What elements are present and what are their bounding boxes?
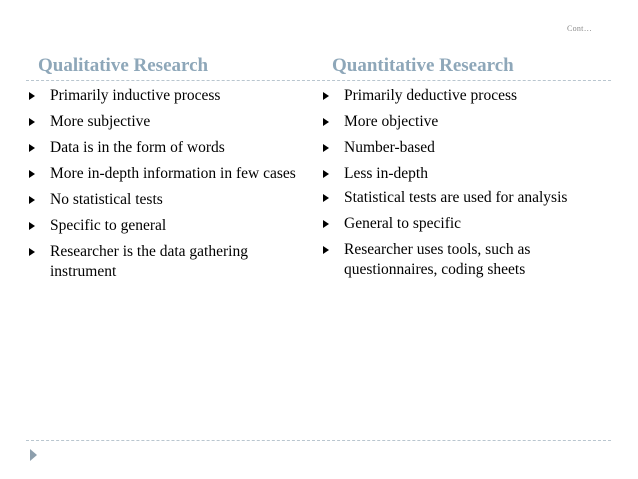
list-item-text: Number-based bbox=[344, 139, 435, 156]
next-slide-arrow-icon[interactable] bbox=[30, 449, 37, 461]
list-item bbox=[322, 138, 602, 158]
list-item-text: Researcher uses tools, such as questionnaires, coding sheets bbox=[344, 241, 531, 278]
bullet-icon bbox=[29, 196, 35, 204]
list-item-text: Primarily inductive process bbox=[50, 87, 221, 104]
list-item-text: Less in-depth bbox=[344, 165, 428, 182]
list-item bbox=[28, 112, 308, 132]
bullet-icon bbox=[29, 144, 35, 152]
list-item bbox=[322, 86, 602, 106]
footer-divider bbox=[26, 440, 611, 441]
bullet-icon bbox=[323, 220, 329, 228]
quantitative-heading: Quantitative Research bbox=[332, 55, 514, 76]
bullet-icon bbox=[323, 170, 329, 178]
bullet-icon bbox=[323, 92, 329, 100]
list-item bbox=[28, 190, 308, 210]
list-item-text: More in-depth information in few cases bbox=[50, 165, 296, 182]
list-item bbox=[28, 164, 308, 184]
list-item bbox=[322, 240, 602, 280]
bullet-icon bbox=[323, 246, 329, 254]
bullet-icon bbox=[323, 194, 329, 202]
list-item bbox=[28, 138, 308, 158]
quantitative-column bbox=[332, 52, 602, 286]
list-item bbox=[28, 242, 308, 282]
qualitative-heading: Qualitative Research bbox=[38, 55, 209, 76]
bullet-icon bbox=[323, 144, 329, 152]
qualitative-column bbox=[38, 52, 308, 288]
qualitative-list bbox=[38, 86, 308, 282]
list-item-text: No statistical tests bbox=[50, 191, 163, 208]
list-item-text: Primarily deductive process bbox=[344, 87, 518, 104]
list-item-text: General to specific bbox=[344, 215, 462, 232]
bullet-icon bbox=[29, 222, 35, 230]
list-item-text: Data is in the form of words bbox=[50, 139, 225, 156]
list-item bbox=[28, 86, 308, 106]
bullet-icon bbox=[29, 170, 35, 178]
list-item bbox=[322, 112, 602, 132]
bullet-icon bbox=[29, 248, 35, 256]
list-item-text: Specific to general bbox=[50, 217, 167, 234]
list-item-text: Researcher is the data gathering instrument bbox=[50, 243, 248, 280]
bullet-icon bbox=[29, 92, 35, 100]
list-item bbox=[322, 214, 602, 234]
bullet-icon bbox=[29, 118, 35, 126]
list-item-text: Statistical tests are used for analysis bbox=[344, 189, 568, 206]
header-divider bbox=[26, 80, 611, 81]
bullet-icon bbox=[323, 118, 329, 126]
list-item-text: More objective bbox=[344, 113, 439, 130]
continued-label: Cont… bbox=[566, 24, 592, 33]
list-item bbox=[322, 188, 602, 208]
list-item-text: More subjective bbox=[50, 113, 151, 130]
list-item bbox=[322, 164, 602, 184]
quantitative-list bbox=[332, 86, 602, 280]
list-item bbox=[28, 216, 308, 236]
